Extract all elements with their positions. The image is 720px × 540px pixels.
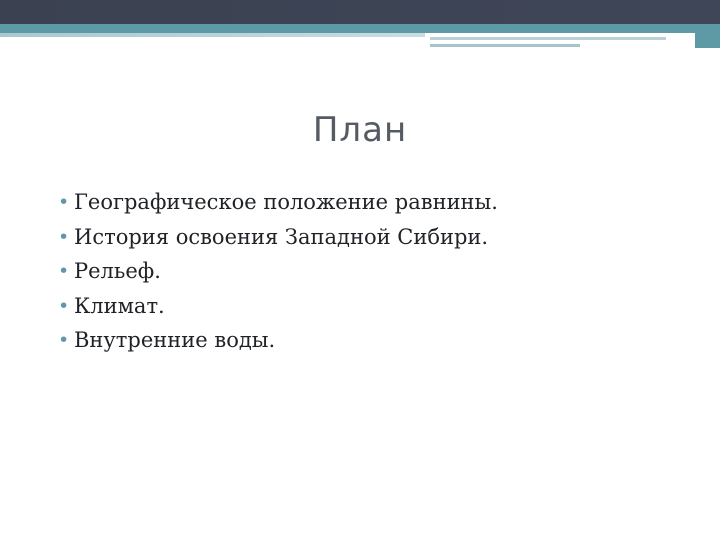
bullet-list — [56, 185, 696, 358]
header-decoration — [0, 0, 720, 52]
header-stripe — [430, 44, 580, 47]
header-stripe — [430, 37, 666, 40]
header-dark-bar — [0, 0, 720, 24]
bullet-icon: • — [58, 329, 70, 351]
bullet-icon: • — [58, 294, 70, 317]
list-item — [56, 254, 696, 289]
bullet-icon: • — [58, 260, 70, 282]
bullet-icon: • — [58, 191, 70, 213]
bullet-text: Географическое положение равнины. — [74, 190, 498, 214]
header-step-cutout — [425, 33, 720, 52]
header-light-bar — [0, 33, 425, 37]
bullet-text: Климат. — [74, 293, 165, 318]
bullet-text: Внутренние воды. — [74, 328, 276, 352]
list-item — [56, 323, 696, 358]
header-teal-bar — [0, 24, 720, 33]
bullet-text: История освоения Западной Сибири. — [74, 224, 489, 249]
bullet-icon: • — [58, 225, 70, 248]
header-step-right — [695, 33, 720, 48]
slide-title: План — [312, 110, 408, 150]
list-item — [56, 185, 696, 220]
bullet-text: Рельеф. — [74, 259, 161, 283]
list-item — [56, 220, 696, 255]
list-item — [56, 289, 696, 324]
